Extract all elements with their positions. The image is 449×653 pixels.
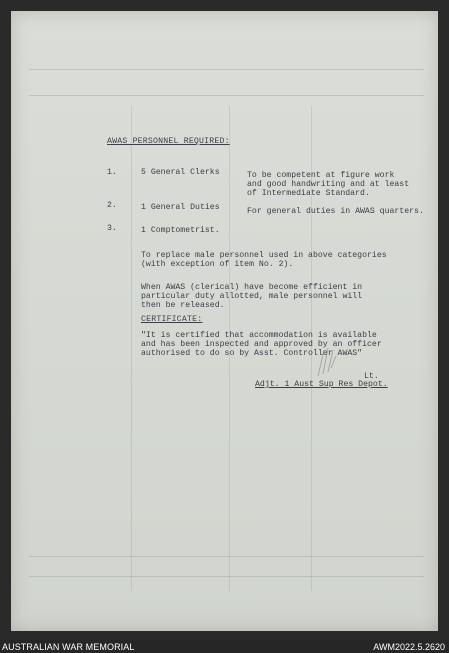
release-line: particular duty allotted, male personnel will (141, 292, 363, 301)
show-through-line (131, 106, 132, 591)
replace-line: (with exception of item No. 2). (141, 260, 294, 269)
item-description-line: of Intermediate Standard. (247, 189, 370, 198)
item-requirement: 1 General Duties (141, 203, 220, 212)
replace-line: To replace male personnel used in above categories (141, 251, 387, 260)
certificate-line: authorised to do so by Asst. Controller AWAS" (141, 349, 363, 358)
show-through-line (29, 95, 424, 96)
item-requirement: 1 Comptometrist. (141, 226, 220, 235)
show-through-line (29, 576, 424, 577)
archive-credit: AUSTRALIAN WAR MEMORIAL (2, 642, 135, 652)
release-line: then be released. (141, 301, 225, 310)
archive-reference: AWM2022.5.2620 (373, 642, 445, 652)
item-description-line: To be competent at figure work (247, 171, 395, 180)
signature-line: Adjt. 1 Aust Sup Res Depot. (255, 380, 388, 389)
document-page (11, 11, 438, 631)
item-number: 2. (107, 201, 117, 210)
certificate-heading: CERTIFICATE: (141, 315, 203, 324)
show-through-line (29, 69, 424, 70)
release-line: When AWAS (clerical) have become efficient in (141, 283, 363, 292)
certificate-line: and has been inspected and approved by an officer (141, 340, 382, 349)
item-number: 1. (107, 168, 117, 177)
item-number: 3. (107, 224, 117, 233)
item-requirement: 5 General Clerks (141, 168, 220, 177)
certificate-line: "It is certified that accommodation is available (141, 331, 377, 340)
item-description-line: and good handwriting and at least (247, 180, 410, 189)
signature-rank: Lt. (364, 372, 379, 381)
personnel-heading: AWAS PERSONNEL REQUIRED: (107, 137, 230, 146)
item-description-line: For general duties in AWAS quarters. (247, 207, 424, 216)
show-through-line (29, 556, 424, 557)
pencil-initials-mark (314, 344, 340, 378)
